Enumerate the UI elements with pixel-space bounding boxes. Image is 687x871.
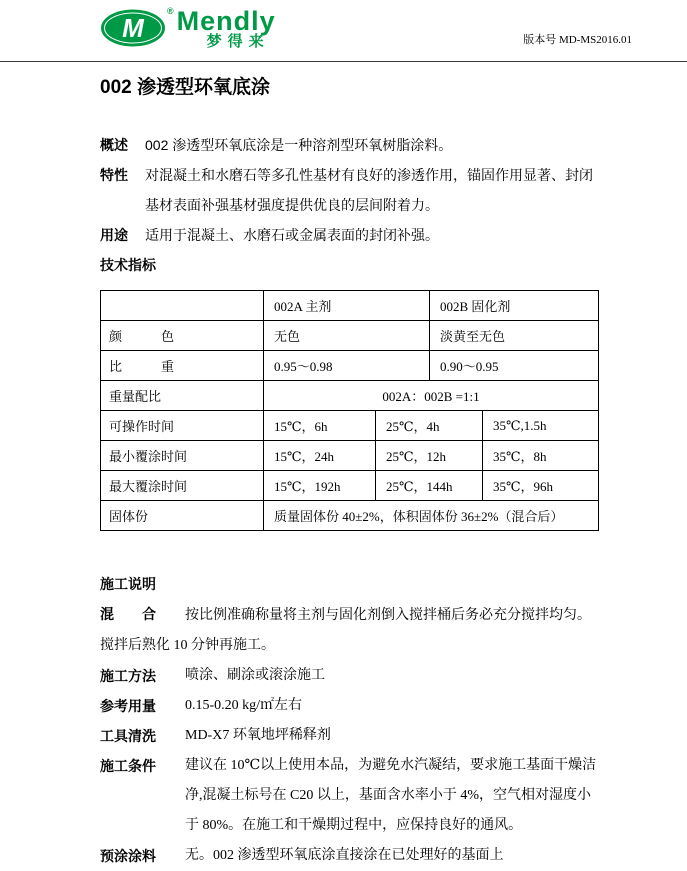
table-value-cell: 质量固体份 40±2%，体积固体份 36±2%（混合后）: [274, 509, 564, 524]
construction-item-text: 建议在 10℃以上使用本品，为避免水汽凝结，要求施工基面干燥洁净,混凝土标号在 C20 以上，基面含水率小于 4%，空气相对湿度小于 80%。在施工和干燥期过程中，应保持良好的通风。: [185, 758, 597, 833]
table-row-label-cell: 最小覆涂时间: [101, 441, 264, 470]
table-value-cell: 35℃,1.5h: [493, 417, 547, 433]
construction-item-label: 施工方法: [100, 668, 156, 684]
table-row-label-cell: 可操作时间: [101, 411, 264, 440]
table-value-cell: 35℃，96h: [493, 479, 554, 494]
table-value-cell: 15℃，24h: [264, 441, 376, 470]
table-row: [101, 441, 598, 471]
svg-text:M: M: [122, 13, 144, 43]
registered-mark-icon: ®: [167, 6, 174, 16]
section-text: 002 渗透型环氧底涂是一种溶剂型环氧树脂涂料。: [145, 137, 453, 153]
construction-heading: 施工说明: [100, 576, 156, 592]
overview-section: [100, 130, 597, 160]
page-title: 002 渗透型环氧底涂: [100, 77, 270, 98]
table-row-label-cell: 颜 色: [101, 321, 264, 350]
table-row: [101, 411, 598, 441]
section-text: 对混凝土和水磨石等多孔性基材有良好的渗透作用，锚固作用显著、封闭基材表面补强基材强度提供优良的层间附着力。: [145, 167, 593, 213]
construction-item: [100, 841, 597, 871]
table-row-label-cell: 比 重: [101, 351, 264, 380]
table-row-label-cell: 最大覆涂时间: [101, 471, 264, 500]
table-value-cell: 25℃，12h: [376, 441, 483, 470]
construction-item-text: 按比例准确称量将主剂与固化剂倒入搅拌桶后务必充分搅拌均匀。搅拌后熟化 10 分钟再施工。: [100, 608, 591, 653]
table-row: [101, 471, 598, 501]
tech-specs-heading: 技术指标: [100, 257, 156, 273]
table-row: [101, 381, 598, 411]
construction-item: [100, 661, 597, 691]
table-row-label-cell: 固体份: [101, 501, 264, 530]
construction-item-label: 工具清洗: [100, 728, 156, 744]
construction-item-label: 混 合: [100, 606, 156, 622]
overview-sections: [100, 130, 597, 250]
table-value-cell: 35℃，8h: [493, 449, 547, 464]
brand-oval-m-icon: [100, 8, 166, 48]
table-row: [101, 321, 598, 351]
construction-item: [100, 691, 597, 721]
table-value-cell: 0.95～0.98: [264, 351, 430, 380]
table-row-label-cell: [101, 291, 264, 320]
construction-item-text: 喷涂、刷涂或滚涂施工: [185, 668, 325, 683]
table-value-cell: 002B 固化剂: [440, 299, 511, 314]
table-value-cell: 002A 主剂: [264, 291, 430, 320]
brand-wordmark: Mendly: [176, 6, 276, 36]
table-row: [101, 351, 598, 381]
table-value-cell: 15℃，192h: [264, 471, 376, 500]
construction-items: [100, 599, 597, 871]
construction-item: [100, 751, 597, 841]
section-text: 适用于混凝土、水磨石或金属表面的封闭补强。: [145, 227, 439, 243]
table-value-cell: 002A：002B =1:1: [382, 389, 480, 404]
brand-chinese-name: 梦得来: [206, 33, 270, 50]
table-row-label-cell: 重量配比: [101, 381, 264, 410]
page-header: [0, 0, 687, 62]
table-row: [101, 291, 598, 321]
construction-item-text: 无。002 渗透型环氧底涂直接涂在已处理好的基面上: [185, 848, 504, 863]
table-row: [101, 501, 598, 530]
overview-section: [100, 160, 597, 220]
table-value-cell: 15℃，6h: [264, 411, 376, 440]
table-value-cell: 淡黄至无色: [440, 329, 506, 344]
section-label: 特性: [100, 167, 128, 183]
version-label: 版本号 MD-MS2016.01: [523, 34, 632, 46]
section-label: 概述: [100, 137, 128, 153]
table-value-cell: 无色: [264, 321, 430, 350]
spec-table: [100, 290, 599, 531]
construction-item-label: 施工条件: [100, 758, 156, 774]
table-value-cell: 25℃，4h: [376, 411, 483, 440]
construction-item: [100, 599, 597, 661]
construction-item-label: 参考用量: [100, 698, 156, 714]
table-value-cell: 25℃，144h: [376, 471, 483, 500]
content-column: [100, 130, 597, 871]
brand-wordmark-block: [177, 8, 276, 50]
construction-item: [100, 721, 597, 751]
section-label: 用途: [100, 227, 128, 243]
overview-section: [100, 220, 597, 250]
construction-item-text: 0.15-0.20 kg/㎡左右: [185, 698, 303, 713]
brand-logo: [100, 8, 276, 50]
construction-item-text: MD-X7 环氧地坪稀释剂: [185, 728, 331, 743]
table-value-cell: 0.90～0.95: [440, 359, 499, 374]
construction-item-label: 预涂涂料: [100, 848, 156, 864]
